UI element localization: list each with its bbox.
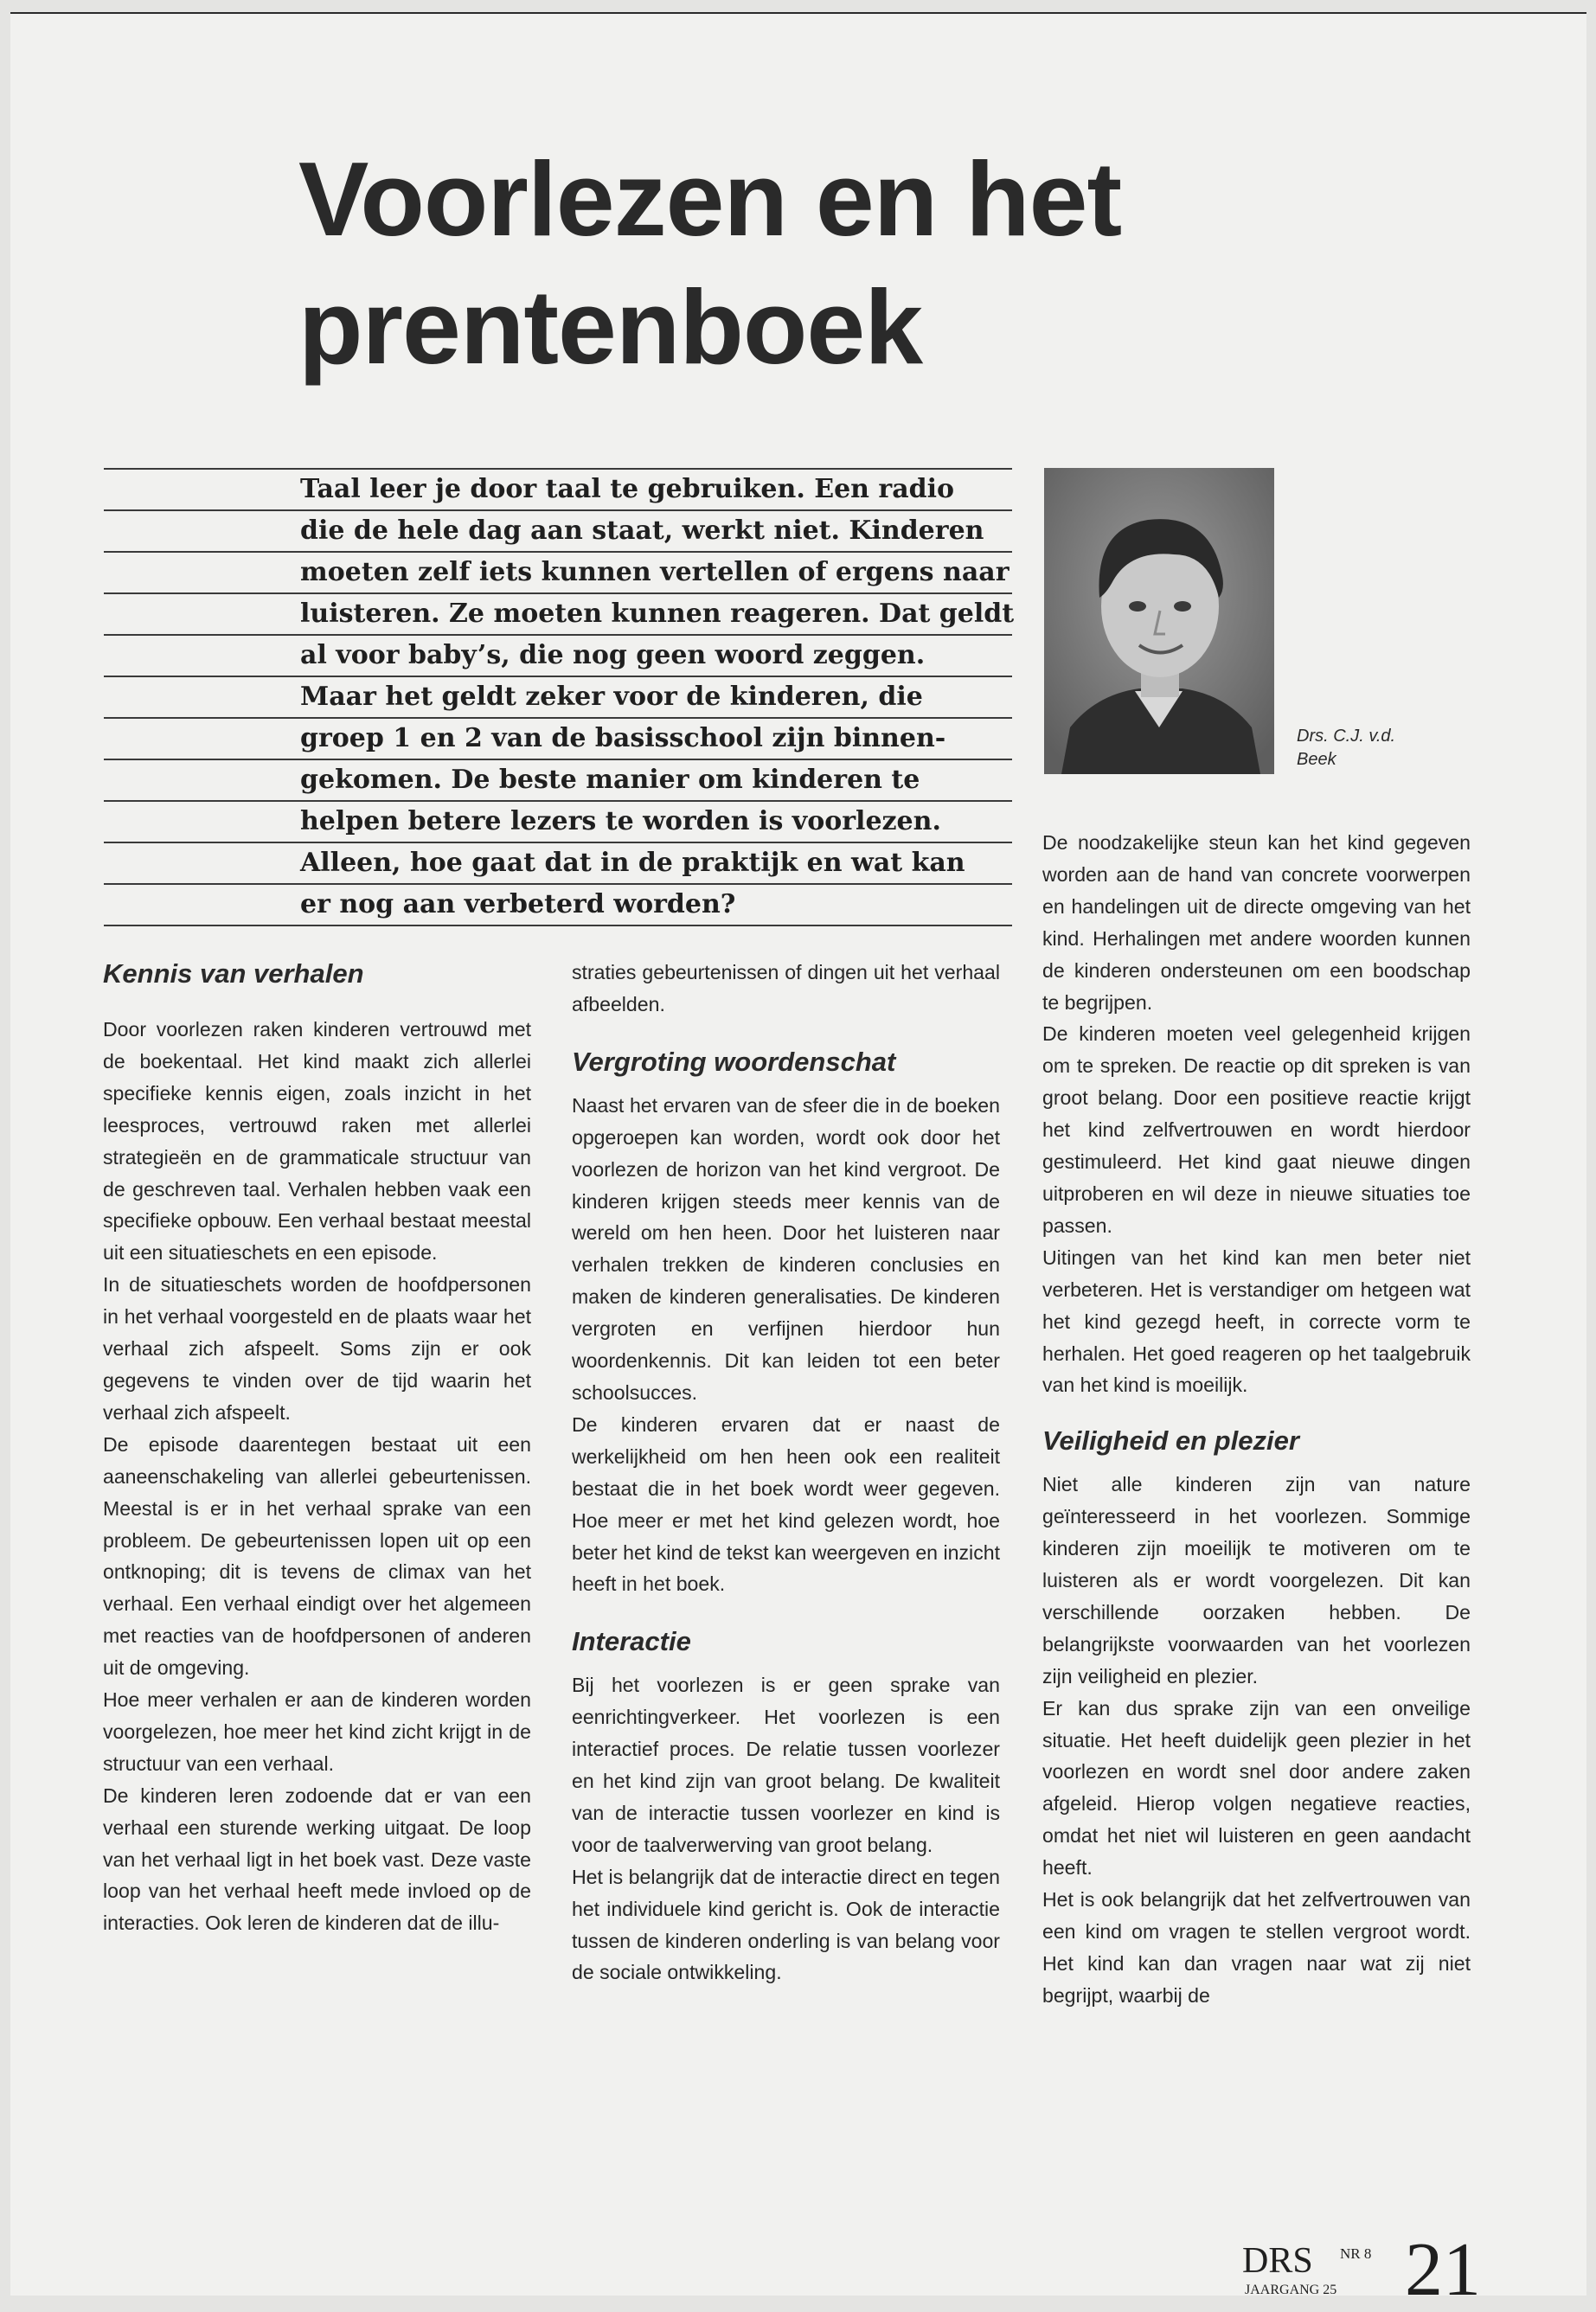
paragraph: De kinderen ervaren dat er naast de werkelijkheid om hen heen ook een realiteit bestaat die in het boek wordt weer gegeven. Hoe meer er met het kind gelezen wordt, hoe beter het kind de tekst kan weergeven en inzicht heeft in het boek. — [572, 1412, 1000, 1596]
intro-line: gekomen. De beste manier om kinderen te — [104, 760, 1012, 802]
paragraph: Het is belangrijk dat de interactie direct en tegen het individuele kind gericht is. Ook de interactie tussen de kinderen onderling is van belang voor de sociale ontwikkeling. — [572, 1865, 1000, 1984]
intro-line: moeten zelf iets kunnen vertellen of ergens naar — [104, 553, 1012, 594]
paragraph: Naast het ervaren van de sfeer die in de boeken opgeroepen kan worden, wordt ook door het voorlezen de horizon van het kind vergroot. De kinderen krijgen steeds meer kennis van de wereld om hen heen. Door het luisteren naar verhalen trekken de kinderen conclusies en maken de kinderen generalisaties. De kinderen vergroten en verfijnen hierdoor hun woordenkennis. Dit kan leiden tot een beter schoolsucces. — [572, 1093, 1000, 1404]
paragraph: De kinderen leren zodoende dat er van een verhaal een sturende werking uitgaat. De loop van het verhaal ligt in het boek vast. Deze vaste loop van het verhaal heeft mede invloed op de interacties. Ook leren de kinderen dat de illu- — [103, 1784, 531, 1935]
section-heading: Interactie — [572, 1626, 691, 1657]
magazine-page — [10, 12, 1586, 2312]
portrait-photo — [1044, 468, 1274, 774]
title-line: prentenboek — [298, 268, 923, 386]
paragraph: De noodzakelijke steun kan het kind gegeven worden aan de hand van concrete voorwerpen en handelingen uit de directe omgeving van het kind. Herhalingen met andere woorden kunnen de kinderen ondersteunen om een boodschap te begrijpen. — [1042, 831, 1471, 1014]
intro-line: Maar het geldt zeker voor de kinderen, die — [104, 677, 1012, 719]
issue-number: NR 8 — [1340, 2245, 1372, 2262]
section-heading: Vergroting woordenschat — [572, 1046, 896, 1077]
paragraph: Uitingen van het kind kan men beter niet verbeteren. Het is verstandiger om hetgeen wat het kind gezegd heeft, in correcte vorm te herhalen. Het goed reageren op het taalgebruik van het kind is moeilijk. — [1042, 1246, 1471, 1397]
intro-line: er nog aan verbeterd worden? — [104, 885, 1012, 926]
column-1 — [103, 957, 531, 1939]
column-3 — [1042, 827, 1471, 2012]
intro-block — [104, 468, 1015, 926]
portrait-caption: Drs. C.J. v.d. Beek — [1297, 727, 1396, 769]
paragraph: In de situatieschets worden de hoofdpersonen in het verhaal voorgesteld en de plaats waar het verhaal zich afspeelt. Soms zijn er ook gegevens te vinden over de tijd waarin het verhaal zich afspeelt. — [103, 1273, 531, 1424]
intro-line: die de hele dag aan staat, werkt niet. Kinderen — [104, 511, 1012, 553]
author-portrait — [1044, 468, 1274, 774]
paragraph: straties gebeurtenissen of dingen uit het verhaal afbeelden. — [572, 961, 1000, 1015]
intro-line: groep 1 en 2 van de basisschool zijn binnen- — [104, 719, 1012, 760]
page-number: 21 — [1405, 2228, 1481, 2312]
column-2 — [572, 957, 1000, 1989]
section-heading: Kennis van verhalen — [103, 958, 364, 989]
magazine-name: DRS — [1242, 2241, 1313, 2281]
intro-line: helpen betere lezers te worden is voorlezen. — [104, 802, 1012, 843]
paragraph: Bij het voorlezen is er geen sprake van eenrichtingverkeer. Het voorlezen is een interactief proces. De relatie tussen voorlezer en het kind zijn van groot belang. De kwaliteit van de interactie tussen voorlezer en kind is voor de taalverwerving van groot belang. — [572, 1674, 1000, 1856]
paragraph: Hoe meer verhalen er aan de kinderen worden voorgelezen, hoe meer het kind zicht krijgt in de structuur van een verhaal. — [103, 1688, 531, 1775]
intro-line: luisteren. Ze moeten kunnen reageren. Dat geldt — [104, 594, 1012, 636]
paragraph: Het is ook belangrijk dat het zelfvertrouwen van een kind om vragen te stellen vergroot wordt. Het kind kan dan vragen naar wat zij niet begrijpt, waarbij de — [1042, 1888, 1471, 2007]
paragraph: Er kan dus sprake zijn van een onveilige situatie. Het heeft duidelijk geen plezier in het voorlezen en wordt snel door andere zaken afgeleid. Hierop volgen negatieve reacties, omdat het niet wil luisteren en geen aandacht heeft. — [1042, 1696, 1471, 1880]
paragraph: Niet alle kinderen zijn van nature geïnteresseerd in het voorlezen. Sommige kinderen zijn moeilijk te motiveren om te luisteren als er wordt voorgelezen. Dit kan verschillende oorzaken hebben. De belangrijkste voorwaarden van het voorlezen zijn veiligheid en plezier. — [1042, 1473, 1471, 1688]
intro-line: al voor baby’s, die nog geen woord zeggen. — [104, 636, 1012, 677]
paragraph: De kinderen moeten veel gelegenheid krijgen om te spreken. De reactie op dit spreken is van groot belang. Door een positieve reactie krijgt het kind zelfvertrouwen en wordt hierdoor gestimuleerd. Het kind gaat nieuwe dingen uitproberen en wil deze in nieuwe situaties toe passen. — [1042, 1022, 1471, 1237]
paragraph: De episode daarentegen bestaat uit een aaneenschakeling van allerlei gebeurtenissen. Meestal is er in het verhaal sprake van een probleem. De gebeurtenissen lopen uit op een ontknoping; dit is tevens de climax van het verhaal. Een verhaal eindigt over het algemeen met reacties van de hoofdpersonen of anderen uit de omgeving. — [103, 1432, 531, 1680]
page-footer — [1242, 2228, 1519, 2312]
paragraph: Door voorlezen raken kinderen vertrouwd met de boekentaal. Het kind maakt zich allerlei specifieke kennis eigen, zoals inzicht in het leesproces, vertrouwd raken met allerlei strategieën en de grammaticale structuur van de geschreven taal. Verhalen hebben vaak een specifieke opbouw. Een verhaal bestaat meestal uit een situatieschets en een episode. — [103, 1018, 531, 1265]
article-title — [298, 135, 1336, 391]
volume-label: JAARGANG 25 — [1245, 2283, 1337, 2297]
intro-line: Taal leer je door taal te gebruiken. Een radio — [104, 468, 1012, 511]
section-heading: Veiligheid en plezier — [1042, 1425, 1299, 1457]
title-line: Voorlezen en het — [298, 140, 1122, 258]
intro-line: Alleen, hoe gaat dat in de praktijk en wat kan — [104, 843, 1012, 885]
